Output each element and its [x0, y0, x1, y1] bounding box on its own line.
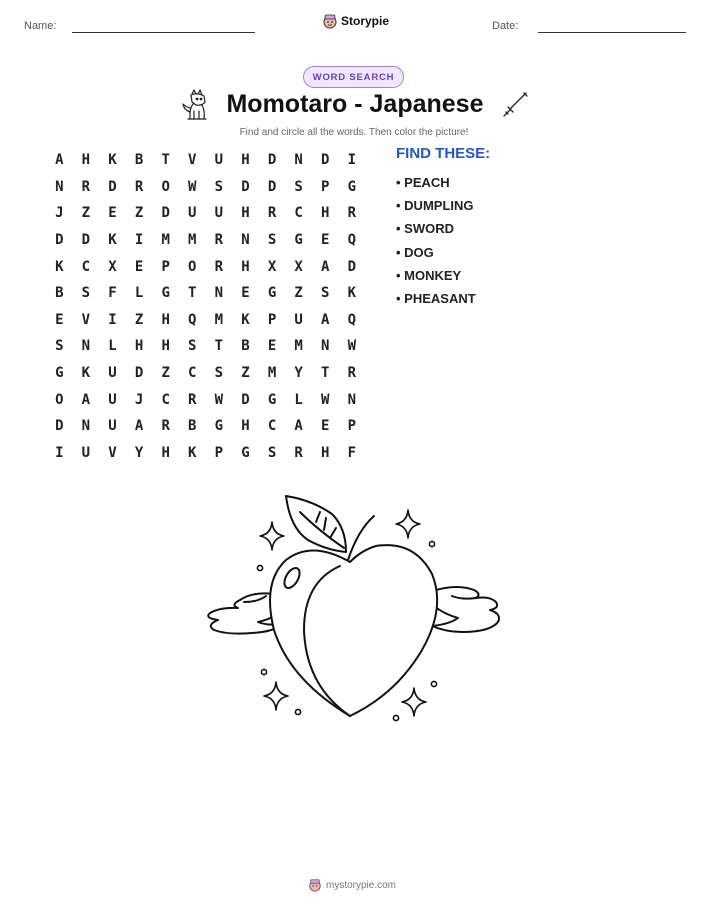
grid-letter[interactable]: R — [81, 178, 91, 195]
grid-letter[interactable]: C — [161, 391, 170, 408]
footer — [308, 878, 396, 892]
grid-letter[interactable]: K — [55, 258, 64, 275]
grid-row — [46, 174, 365, 201]
grid-letter[interactable]: C — [188, 365, 197, 382]
grid-letter[interactable]: G — [161, 285, 170, 302]
grid-letter[interactable]: U — [108, 391, 117, 408]
grid-letter[interactable]: N — [81, 338, 91, 355]
grid-letter[interactable]: N — [241, 232, 250, 249]
grid-letter[interactable]: I — [108, 311, 117, 328]
grid-letter[interactable]: G — [55, 365, 64, 382]
grid-letter[interactable]: G — [241, 444, 250, 461]
grid-row — [46, 360, 365, 387]
word-item: • SWORD — [396, 221, 454, 237]
grid-letter[interactable]: M — [161, 232, 170, 249]
grid-letter[interactable]: O — [188, 258, 197, 275]
grid-letter[interactable]: U — [294, 311, 303, 328]
grid-letter[interactable]: R — [214, 258, 224, 275]
grid-letter[interactable]: Y — [134, 444, 144, 461]
word-item: • DOG — [396, 244, 434, 260]
grid-row — [46, 386, 365, 413]
grid-letter[interactable]: D — [161, 205, 170, 222]
instructions: Find and circle all the words. Then color the picture! — [239, 127, 469, 138]
grid-letter[interactable]: B — [241, 338, 250, 355]
grid-letter[interactable]: H — [241, 418, 250, 435]
grid-letter[interactable]: G — [267, 285, 277, 302]
grid-letter[interactable]: K — [81, 365, 91, 382]
storypie-logo-icon — [322, 13, 338, 29]
grid-letter[interactable]: W — [188, 178, 197, 195]
grid-letter[interactable]: D — [321, 152, 330, 169]
grid-letter[interactable]: H — [241, 258, 250, 275]
grid-letter[interactable]: T — [161, 152, 170, 169]
grid-letter[interactable]: N — [321, 338, 330, 355]
grid-letter[interactable]: D — [81, 232, 91, 249]
grid-letter[interactable]: M — [267, 365, 277, 382]
grid-letter[interactable]: T — [321, 365, 330, 382]
grid-letter[interactable]: P — [321, 178, 330, 195]
grid-letter[interactable]: Q — [347, 232, 357, 249]
storypie-logo-icon — [308, 878, 322, 892]
grid-letter[interactable]: U — [214, 152, 224, 169]
grid-letter[interactable]: S — [267, 444, 277, 461]
grid-letter[interactable]: S — [214, 365, 224, 382]
grid-letter[interactable]: K — [108, 152, 117, 169]
grid-letter[interactable]: Z — [161, 365, 170, 382]
date-line[interactable] — [538, 32, 686, 33]
grid-letter[interactable]: W — [214, 391, 224, 408]
grid-letter[interactable]: S — [214, 178, 224, 195]
grid-letter[interactable]: X — [267, 258, 277, 275]
grid-letter[interactable]: I — [347, 152, 357, 169]
grid-letter[interactable]: T — [188, 285, 197, 302]
grid-letter[interactable]: R — [294, 444, 303, 461]
grid-letter[interactable]: S — [267, 232, 277, 249]
grid-letter[interactable]: D — [267, 178, 277, 195]
footer-url[interactable]: mystorypie.com — [326, 879, 397, 891]
grid-letter[interactable]: H — [81, 152, 91, 169]
grid-letter[interactable]: Q — [347, 311, 357, 328]
grid-letter[interactable]: H — [134, 338, 144, 355]
grid-letter[interactable]: K — [108, 232, 117, 249]
grid-letter[interactable]: R — [347, 365, 357, 382]
grid-letter[interactable]: V — [108, 444, 117, 461]
grid-letter[interactable]: N — [81, 418, 91, 435]
grid-letter[interactable]: H — [241, 205, 250, 222]
grid-letter[interactable]: C — [267, 418, 277, 435]
grid-letter[interactable]: S — [321, 285, 330, 302]
grid-letter[interactable]: M — [188, 232, 197, 249]
grid-letter[interactable]: V — [188, 152, 197, 169]
grid-row — [46, 307, 365, 334]
grid-letter[interactable]: Z — [294, 285, 303, 302]
word-item: • DUMPLING — [396, 198, 474, 214]
grid-letter[interactable]: G — [347, 178, 357, 195]
grid-letter[interactable]: H — [161, 444, 170, 461]
grid-letter[interactable]: Z — [134, 205, 144, 222]
letter-grid — [46, 147, 365, 466]
grid-letter[interactable]: W — [347, 338, 357, 355]
grid-letter[interactable]: A — [55, 152, 64, 169]
grid-letter[interactable]: M — [294, 338, 303, 355]
grid-letter[interactable]: H — [241, 152, 250, 169]
grid-letter[interactable]: P — [267, 311, 277, 328]
word-list — [396, 171, 476, 310]
grid-row — [46, 227, 365, 254]
grid-letter[interactable]: E — [108, 205, 117, 222]
grid-letter[interactable]: B — [55, 285, 64, 302]
grid-letter[interactable]: G — [294, 232, 303, 249]
word-item: • PHEASANT — [396, 291, 476, 307]
grid-letter[interactable]: N — [214, 285, 224, 302]
brand — [322, 13, 389, 29]
grid-letter[interactable]: U — [214, 205, 224, 222]
grid-letter[interactable]: J — [55, 205, 64, 222]
grid-letter[interactable]: E — [55, 311, 64, 328]
grid-letter[interactable]: E — [134, 258, 144, 275]
grid-letter[interactable]: Z — [241, 365, 250, 382]
grid-letter[interactable]: A — [294, 418, 303, 435]
grid-letter[interactable]: B — [134, 152, 144, 169]
grid-row — [46, 280, 365, 307]
grid-letter[interactable]: D — [267, 152, 277, 169]
grid-letter[interactable]: U — [108, 365, 117, 382]
grid-letter[interactable]: B — [188, 418, 197, 435]
grid-letter[interactable]: G — [214, 418, 224, 435]
grid-row — [46, 413, 365, 440]
grid-row — [46, 253, 365, 280]
grid-letter[interactable]: S — [55, 338, 64, 355]
name-label: Name: — [24, 20, 57, 32]
grid-letter[interactable]: L — [294, 391, 303, 408]
grid-letter[interactable]: K — [241, 311, 250, 328]
grid-letter[interactable]: R — [347, 205, 357, 222]
grid-row — [46, 147, 365, 174]
grid-letter[interactable]: F — [347, 444, 357, 461]
grid-letter[interactable]: A — [81, 391, 91, 408]
grid-letter[interactable]: S — [294, 178, 303, 195]
grid-row — [46, 440, 365, 467]
date-label: Date: — [492, 20, 519, 32]
grid-letter[interactable]: P — [347, 418, 357, 435]
grid-letter[interactable]: D — [134, 365, 144, 382]
grid-letter[interactable]: H — [321, 444, 330, 461]
grid-letter[interactable]: D — [241, 178, 250, 195]
grid-letter[interactable]: Z — [81, 205, 91, 222]
grid-letter[interactable]: P — [161, 258, 170, 275]
grid-letter[interactable]: D — [55, 232, 64, 249]
grid-letter[interactable]: U — [108, 418, 117, 435]
grid-letter[interactable]: I — [134, 232, 144, 249]
name-line[interactable] — [72, 32, 255, 33]
grid-letter[interactable]: R — [267, 205, 277, 222]
grid-letter[interactable]: C — [81, 258, 91, 275]
grid-letter[interactable]: S — [188, 338, 197, 355]
grid-letter[interactable]: E — [321, 232, 330, 249]
grid-letter[interactable]: D — [108, 178, 117, 195]
grid-letter[interactable]: A — [321, 258, 330, 275]
find-these-heading: FIND THESE: — [396, 145, 491, 162]
grid-letter[interactable]: H — [321, 205, 330, 222]
grid-letter[interactable]: S — [81, 285, 91, 302]
grid-letter[interactable]: R — [214, 232, 224, 249]
grid-letter[interactable]: Y — [294, 365, 303, 382]
grid-letter[interactable]: N — [347, 391, 357, 408]
grid-letter[interactable]: L — [108, 338, 117, 355]
grid-letter[interactable]: L — [134, 285, 144, 302]
grid-letter[interactable]: M — [214, 311, 224, 328]
grid-letter[interactable]: O — [161, 178, 170, 195]
brand-name: Storypie — [341, 14, 390, 28]
sword-icon — [500, 90, 530, 120]
grid-letter[interactable]: A — [134, 418, 144, 435]
grid-row — [46, 200, 365, 227]
grid-letter[interactable]: J — [134, 391, 144, 408]
grid-letter[interactable]: Q — [188, 311, 197, 328]
grid-row — [46, 333, 365, 360]
grid-letter[interactable]: R — [188, 391, 197, 408]
grid-letter[interactable]: X — [108, 258, 117, 275]
grid-letter[interactable]: E — [321, 418, 330, 435]
page-title: Momotaro - Japanese — [226, 90, 484, 118]
grid-letter[interactable]: H — [161, 338, 170, 355]
word-search-badge: WORD SEARCH — [303, 66, 404, 88]
word-item: • MONKEY — [396, 267, 462, 283]
grid-letter[interactable]: V — [81, 311, 91, 328]
grid-letter[interactable]: E — [267, 338, 277, 355]
grid-letter[interactable]: P — [214, 444, 224, 461]
grid-letter[interactable]: U — [188, 205, 197, 222]
grid-letter[interactable]: E — [241, 285, 250, 302]
grid-letter[interactable]: K — [347, 285, 357, 302]
grid-letter[interactable]: D — [55, 418, 64, 435]
grid-letter[interactable]: A — [321, 311, 330, 328]
grid-letter[interactable]: N — [294, 152, 303, 169]
grid-letter[interactable]: O — [55, 391, 64, 408]
grid-letter[interactable]: K — [188, 444, 197, 461]
word-item: • PEACH — [396, 175, 450, 191]
grid-letter[interactable]: I — [55, 444, 64, 461]
dog-icon — [178, 88, 210, 122]
grid-letter[interactable]: H — [161, 311, 170, 328]
grid-letter[interactable]: D — [241, 391, 250, 408]
grid-letter[interactable]: R — [161, 418, 170, 435]
grid-letter[interactable]: C — [294, 205, 303, 222]
grid-letter[interactable]: Z — [134, 311, 144, 328]
grid-letter[interactable]: D — [347, 258, 357, 275]
grid-letter[interactable]: W — [321, 391, 330, 408]
grid-letter[interactable]: T — [214, 338, 224, 355]
grid-letter[interactable]: F — [108, 285, 117, 302]
grid-letter[interactable]: R — [134, 178, 144, 195]
grid-letter[interactable]: G — [267, 391, 277, 408]
grid-letter[interactable]: X — [294, 258, 303, 275]
peach-illustration — [200, 490, 510, 730]
grid-letter[interactable]: N — [55, 178, 64, 195]
grid-letter[interactable]: U — [81, 444, 91, 461]
